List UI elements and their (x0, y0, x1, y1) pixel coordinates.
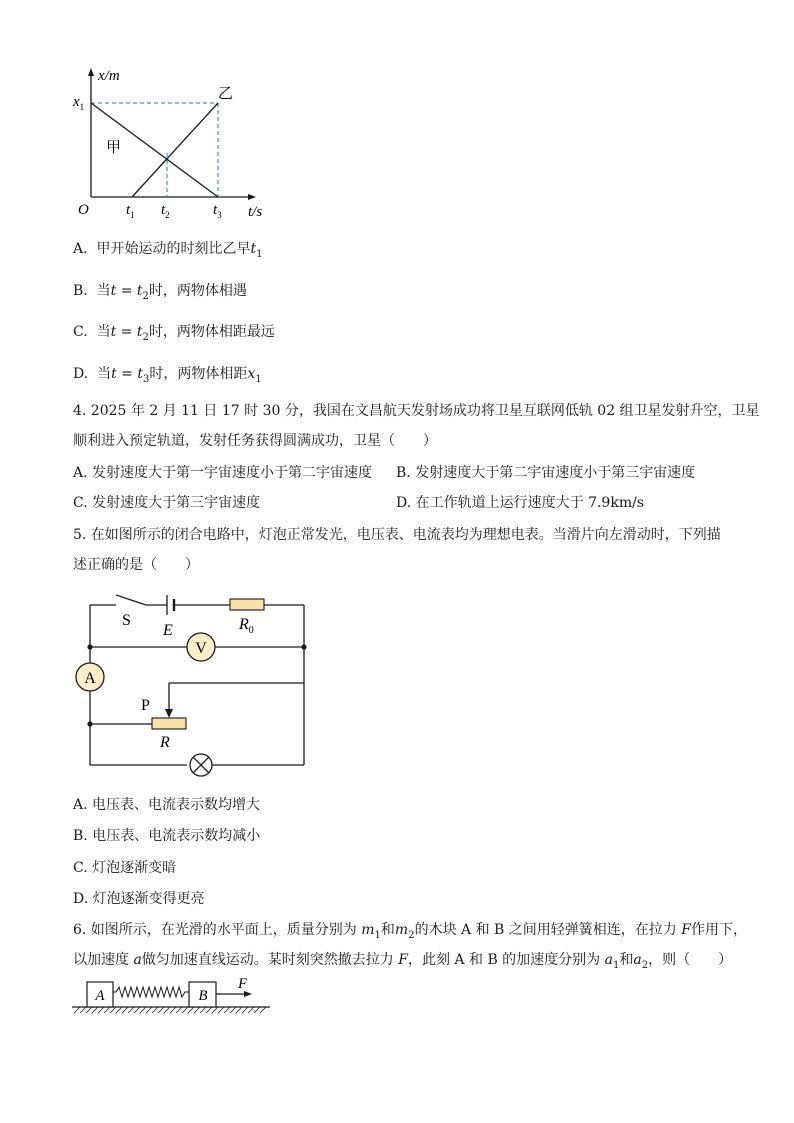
force-label: F (238, 976, 248, 992)
q4-option-d: D. 在工作轨道上运行速度大于 7.9km/s (396, 495, 645, 511)
q4-stem-line1: 4. 2025 年 2 月 11 日 17 时 30 分，我国在文昌航天发射场成功将卫星互联网低轨 02 组卫星发射升空，卫星 (73, 403, 760, 419)
junction-dot (301, 644, 306, 649)
q4-option-c: C. 发射速度大于第三宇宙速度 (73, 495, 261, 511)
q5-option-a: A. 电压表、电流表示数均增大 (73, 797, 261, 813)
math-a2: a (633, 952, 642, 968)
option-pre: 当 (96, 324, 111, 340)
option-math2: x (247, 366, 256, 382)
switch-blade (116, 595, 146, 605)
option-tail: 时，两物体相距 (149, 366, 248, 382)
option-letter: A. (73, 241, 88, 257)
stem-text: 6. 如图所示，在光滑的水平面上，质量分别为 (73, 922, 362, 938)
q3-option-d (73, 365, 262, 389)
option-math: t = t (111, 366, 143, 382)
option-sub2: 1 (255, 373, 262, 385)
slider-arrow (165, 709, 173, 718)
math-m1: m (361, 922, 375, 938)
option-letter: C. (73, 324, 88, 340)
rheostat-label: R (160, 734, 170, 751)
q5-stem-line1: 5. 在如图所示的闭合电路中，灯泡正常发光，电压表、电流表均为理想电表。当滑片向左滑动时，下列描 (73, 527, 721, 543)
resistor-r0 (230, 599, 264, 610)
option-sub: 3 (142, 373, 150, 385)
circuit-diagram (68, 585, 318, 780)
y-axis-arrow (88, 68, 94, 76)
q3-option-b (73, 282, 247, 306)
xt-graph (60, 62, 280, 227)
switch-label: S (122, 612, 131, 629)
option-tail: 时，两物体相距最远 (148, 324, 275, 340)
math-f: F (398, 952, 408, 968)
q3-option-a (73, 240, 262, 264)
yi-label: 乙 (218, 86, 234, 102)
y-axis-label: x/m (98, 68, 120, 84)
option-math: t (250, 241, 257, 257)
spring-blocks-figure (70, 972, 275, 1020)
math-sub: 1 (374, 929, 381, 941)
spring (113, 987, 189, 997)
q5-option-c: C. 灯泡逐渐变暗 (73, 860, 177, 876)
ammeter-label: A (84, 670, 96, 687)
q4-stem-line2: 顺利进入预定轨道，发射任务获得圆满成功，卫星（ ） (73, 433, 437, 449)
math-a1: a (604, 952, 613, 968)
jia-label: 甲 (106, 140, 122, 156)
option-letter: B. (73, 283, 88, 299)
q4-option-a: A. 发射速度大于第一宇宙速度小于第二宇宙速度 (73, 465, 373, 481)
q5-option-d: D. 灯泡逐渐变得更亮 (73, 891, 205, 907)
option-sub: 2 (142, 290, 149, 302)
junction-dot (87, 721, 92, 726)
q5-stem-line2: 述正确的是（ ） (73, 557, 199, 573)
stem-text: 的木块 A 和 B 之间用轻弹簧相连，在拉力 (414, 922, 682, 938)
t1-label: $t_1$ (126, 202, 135, 220)
math-m2: m (394, 922, 409, 938)
r0-label: $R_0$ (239, 616, 254, 636)
option-sub: 2 (142, 331, 149, 343)
stem-text: 以加速度 (73, 952, 134, 968)
q5-option-b: B. 电压表、电流表示数均减小 (73, 828, 261, 844)
origin-label: O (78, 202, 89, 218)
rheostat-r (152, 718, 186, 729)
t2-label: $t_2$ (161, 202, 170, 220)
stem-text: 和 (619, 952, 634, 968)
option-math: t = t (110, 324, 143, 340)
emf-label: E (163, 622, 173, 639)
math-f: F (681, 922, 691, 938)
voltmeter-label: V (195, 640, 207, 657)
q3-option-c (73, 323, 275, 347)
slider-label: P (141, 697, 150, 714)
option-pre: 当 (97, 366, 112, 382)
option-math: t = t (110, 283, 143, 299)
line-yi (132, 103, 218, 197)
x1-label: $x_1$ (73, 94, 85, 112)
q6-stem-line1 (73, 921, 747, 945)
stem-text: 作用下， (690, 922, 747, 938)
math-sub: 1 (613, 959, 620, 971)
block-b-label: B (198, 988, 208, 1004)
stem-text: ，此刻 A 和 B 的加速度分别为 (407, 952, 605, 968)
stem-text: 做匀加速直线运动。某时刻突然撤去拉力 (141, 952, 399, 968)
option-pre: 当 (96, 283, 111, 299)
x-axis-label: t/s (248, 204, 263, 220)
option-tail: 时，两物体相遇 (148, 283, 247, 299)
q4-option-b: B. 发射速度大于第二宇宙速度小于第三宇宙速度 (396, 465, 696, 481)
x-axis-arrow (248, 194, 256, 200)
math-sub: 2 (641, 959, 649, 971)
option-text: 甲开始运动的时刻比乙早 (96, 241, 251, 257)
stem-text: ，则（ ） (648, 952, 733, 968)
ground-hatch (74, 1007, 266, 1013)
math-a: a (133, 952, 142, 968)
junction-dot (87, 644, 92, 649)
block-a-label: A (95, 988, 105, 1004)
option-sub: 1 (256, 248, 263, 260)
math-sub: 2 (408, 929, 415, 941)
option-letter: D. (73, 366, 89, 382)
stem-text: 和 (380, 922, 395, 938)
t3-label: $t_3$ (213, 202, 222, 220)
